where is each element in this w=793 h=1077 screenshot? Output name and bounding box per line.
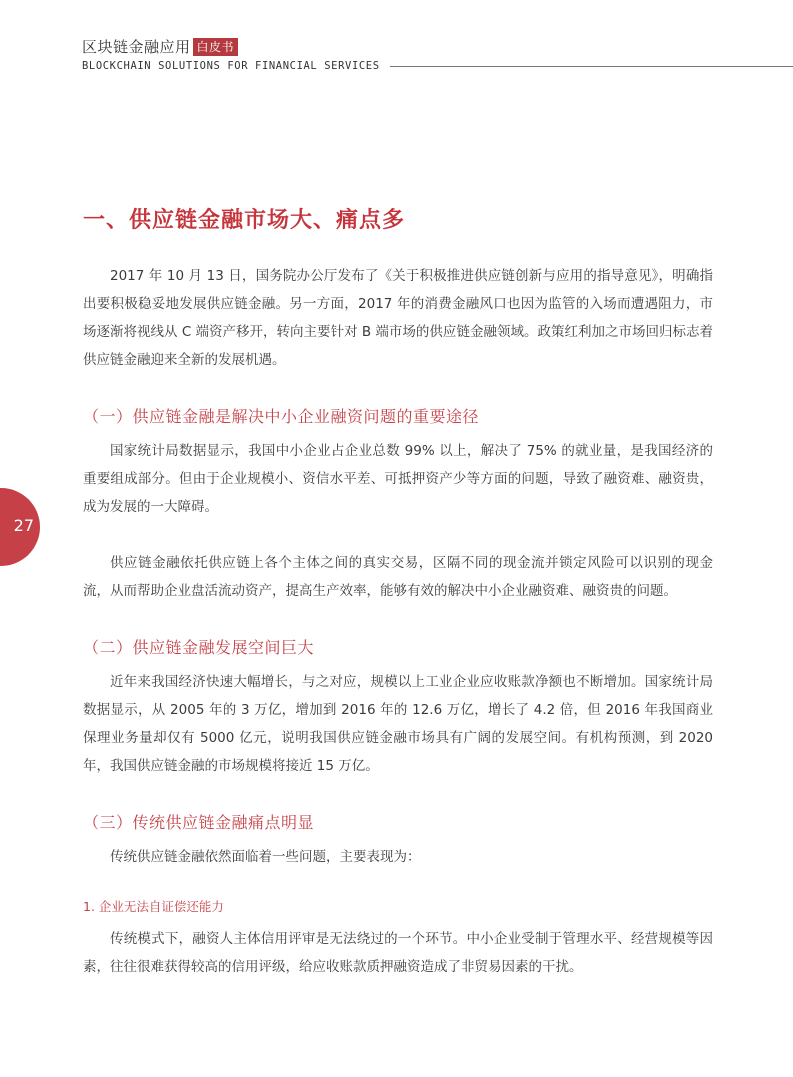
subsection-1-paragraph-1: 国家统计局数据显示，我国中小企业占企业总数 99% 以上，解决了 75% 的就业量，是我国经济的重要组成部分。但由于企业规模小、资信水平差、可抵押资产少等方面的问题，导致了融资难、融资贵，成为发展的一大障碍。 [83, 443, 713, 515]
subsection-2-paragraph-1: 近年来我国经济快速大幅增长，与之对应，规模以上工业企业应收账款净额也不断增加。国家统计局数据显示，从 2005 年的 3 万亿，增加到 2016 年的 12.6 万亿，增长了 4.2 倍，但 2016 年我国商业保理业务量却仅有 5000 亿元，说明我国供应链金融市场具有广阔的发展空间。有机构预测，到 2020 年，我国供应链金融的市场规模将接近 15 万亿。 [83, 674, 713, 774]
subsection-3-title: （三）传统供应链金融痛点明显 [83, 813, 315, 832]
page-number: 27 [13, 516, 34, 535]
header-subtitle: BLOCKCHAIN SOLUTIONS FOR FINANCIAL SERVICES [82, 60, 380, 72]
header-title: 区块链金融应用 [82, 38, 191, 56]
subsection-1-title: （一）供应链金融是解决中小企业融资问题的重要途径 [83, 407, 480, 426]
header-title-row [82, 36, 793, 57]
subsection-3-paragraph-1: 传统供应链金融依然面临着一些问题，主要表现为： [110, 849, 421, 865]
section-title: 一、供应链金融市场大、痛点多 [83, 208, 406, 233]
whitepaper-badge: 白皮书 [193, 38, 239, 56]
header-rule [390, 66, 793, 67]
subsection-1-paragraph-2: 供应链金融依托供应链上各个主体之间的真实交易，区隔不同的现金流并锁定风险可以识别的现金流，从而帮助企业盘活流动资产，提高生产效率，能够有效的解决中小企业融资难、融资贵的问题。 [83, 555, 713, 599]
main-content [83, 203, 713, 981]
page-number-tab [0, 488, 40, 566]
header-subtitle-row [82, 60, 793, 72]
point-1-paragraph: 传统模式下，融资人主体信用评审是无法绕过的一个环节。中小企业受制于管理水平、经营规模等因素，往往很难获得较高的信用评级，给应收账款质押融资造成了非贸易因素的干扰。 [83, 931, 713, 975]
page-header [82, 36, 793, 72]
subsection-2-title: （二）供应链金融发展空间巨大 [83, 638, 315, 657]
point-1-title: 1. 企业无法自证偿还能力 [83, 899, 224, 914]
intro-paragraph: 2017 年 10 月 13 日，国务院办公厅发布了《关于积极推进供应链创新与应用的指导意见》，明确指出要积极稳妥地发展供应链金融。另一方面，2017 年的消费金融风口也因为监管的入场而遭遇阻力，市场逐渐将视线从 C 端资产移开，转向主要针对 B 端市场的供应链金融领域。政策红利加之市场回归标志着供应链金融迎来全新的发展机遇。 [83, 268, 713, 368]
